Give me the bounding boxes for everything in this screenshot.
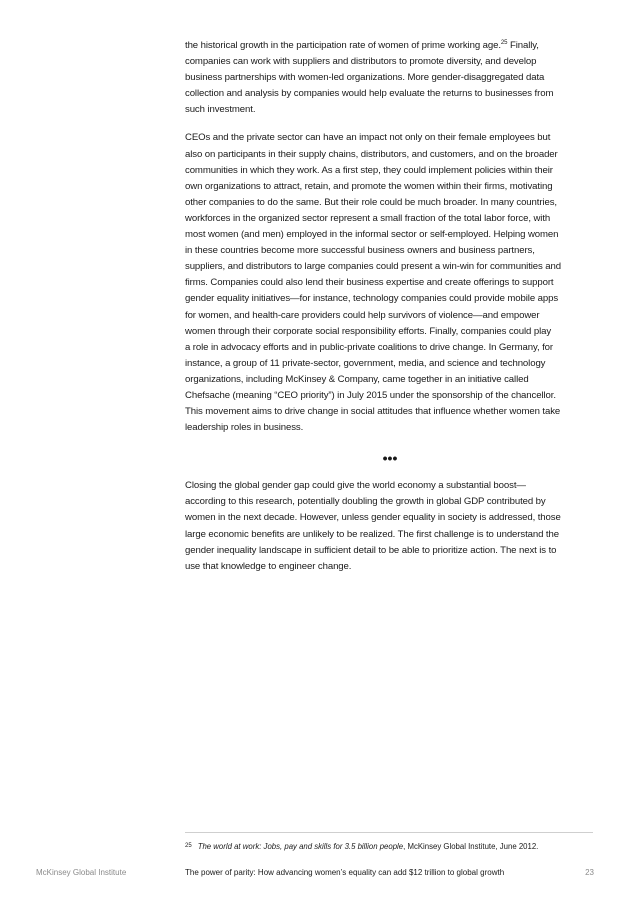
paragraph-line	[185, 38, 595, 54]
paragraph-line: organizations, including McKinsey & Company, came together in an initiative called	[185, 373, 529, 385]
paragraph-line: Chefsache (meaning “CEO priority”) in July 2015 under the sponsorship of the chancellor.	[185, 389, 556, 401]
paragraph-line: instance, a group of 11 private-sector, government, media, and science and technology	[185, 357, 546, 369]
section-divider: •••	[382, 450, 398, 467]
paragraph-1	[185, 38, 595, 118]
footer-publisher: McKinsey Global Institute	[36, 868, 127, 877]
paragraph-line: a role in advocacy efforts and in public-private coalitions to drive change. In Germany, for	[185, 341, 553, 353]
paragraph-line: large economic benefits are unlikely to be realized. The first challenge is to understand the	[185, 528, 559, 540]
page-number: 23	[585, 868, 594, 877]
paragraph-line: women in the next decade. However, unless gender equality in society is addressed, those	[185, 512, 561, 524]
footnote-divider	[185, 832, 593, 833]
paragraph-line: also on participants in their supply chains, distributors, and customers, and on the broader	[185, 148, 558, 160]
footnote-number: 25	[185, 843, 192, 849]
footnote-ref[interactable]: 25	[500, 40, 508, 46]
paragraph-line: CEOs and the private sector can have an impact not only on their female employees but	[185, 132, 551, 144]
paragraph-line: for women, and health-care providers could help survivors of violence—and empower	[185, 309, 540, 321]
footnote-source-details: , McKinsey Global Institute, June 2012.	[403, 842, 539, 851]
paragraph-line: according to this research, potentially doubling the growth in global GDP contributed by	[185, 496, 546, 508]
paragraph-line: gender equality initiatives—for instance, technology companies could provide mobile apps	[185, 293, 559, 305]
paragraph-line: in these countries become more successful business owners and business partners,	[185, 245, 535, 257]
line-text: Finally,	[507, 40, 539, 51]
footnote-source-title: The world at work: Jobs, pay and skills for 3.5 billion people	[197, 842, 404, 851]
paragraph-line: gender inequality landscape in sufficient detail to be able to prioritize action. The next is to	[185, 544, 557, 556]
footer-report-title: The power of parity: How advancing women’s equality can add $12 trillion to global growth	[185, 868, 505, 877]
paragraph-line: collection and analysis by companies would help evaluate the returns to businesses from	[185, 88, 554, 100]
paragraph-line: such investment.	[185, 104, 256, 116]
paragraph-line: use that knowledge to engineer change.	[185, 560, 352, 572]
paragraph-line: companies can work with suppliers and distributors to promote diversity, and develop	[185, 56, 537, 68]
paragraph-line: firms. Companies could also lend their business expertise and create offerings to support	[185, 277, 554, 289]
footnote	[185, 840, 595, 853]
paragraph-line: women through their corporate social responsibility efforts. Finally, companies could play	[185, 325, 552, 337]
paragraph-line: business partnerships with women-led organizations. More gender-disaggregated data	[185, 72, 545, 84]
paragraph-line: workforces in the organized sector represent a small fraction of the total labor force, with	[185, 212, 551, 224]
paragraph-line: suppliers, and distributors to large companies could present a win-win for communities and	[185, 261, 562, 273]
paragraph-line: Closing the global gender gap could give the world economy a substantial boost—	[185, 480, 526, 492]
line-text: the historical growth in the participation rate of women of prime working age.	[185, 40, 501, 51]
paragraph-line: other companies to do the same. But their role could be much broader. In many countries,	[185, 196, 557, 208]
body-column	[185, 38, 595, 587]
paragraph-3	[185, 478, 595, 575]
paragraph-line: own organizations to attract, retain, and promote the women within their firms, motivating	[185, 180, 553, 192]
paragraph-line: communities in which they work. As a first step, they could implement policies within their	[185, 164, 553, 176]
paragraph-line: leadership roles in business.	[185, 422, 304, 434]
paragraph-2	[185, 130, 595, 436]
paragraph-line: most women (and men) employed in the informal sector or self-employed. Helping women	[185, 229, 559, 241]
paragraph-line: This movement aims to drive change in social attitudes that influence whether women take	[185, 406, 561, 418]
